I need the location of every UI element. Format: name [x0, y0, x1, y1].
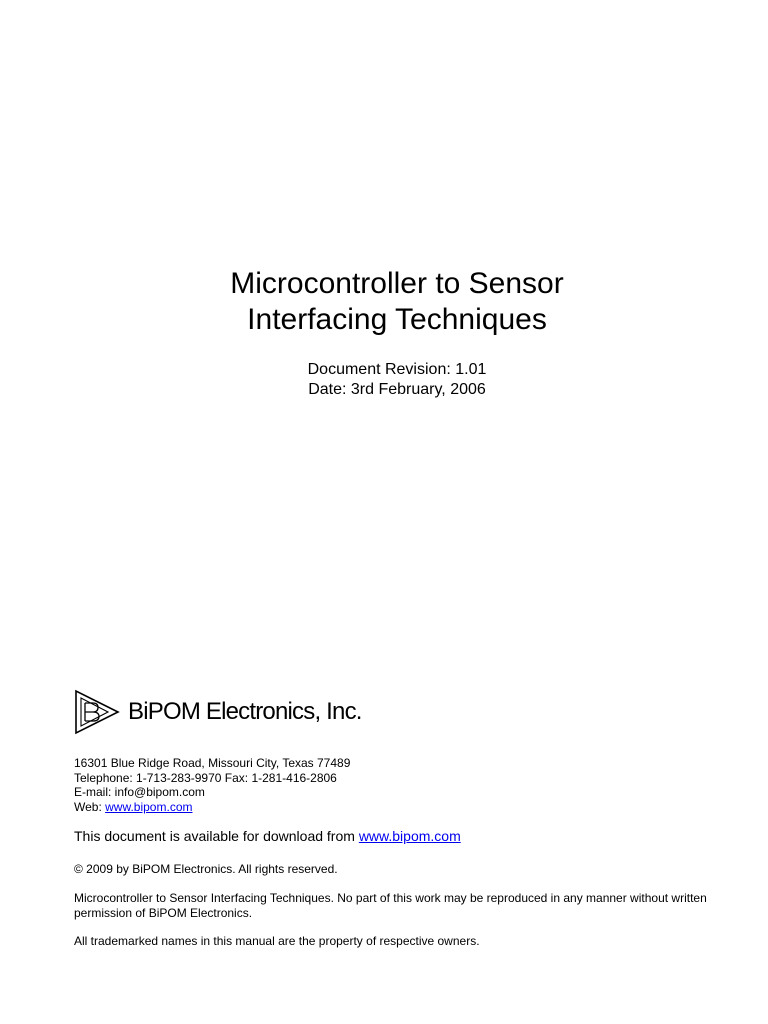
bipom-logo-icon [74, 689, 120, 735]
reproduction-notice: Microcontroller to Sensor Interfacing Techniques. No part of this work may be reproduced in any manner without written permission of BiPOM Electronics. [74, 891, 707, 920]
company-name: BiPOM Electronics, Inc. [128, 698, 362, 725]
company-logo-row [74, 688, 362, 736]
download-text: This document is available for download from [74, 828, 359, 844]
title-line-1: Microcontroller to Sensor [230, 267, 564, 300]
document-date: Date: 3rd February, 2006 [308, 381, 486, 398]
document-title [0, 266, 768, 338]
title-line-2: Interfacing Techniques [247, 303, 547, 336]
email-line: E-mail: info@bipom.com [74, 785, 205, 799]
download-link[interactable]: www.bipom.com [358, 828, 461, 844]
web-line [74, 800, 350, 815]
document-revision: Document Revision: 1.01 [307, 361, 487, 378]
document-meta [0, 360, 768, 400]
contact-info [74, 756, 350, 814]
address-line: 16301 Blue Ridge Road, Missouri City, Texas 77489 [74, 756, 351, 770]
copyright-text: © 2009 by BiPOM Electronics. All rights reserved. [74, 862, 338, 876]
download-notice [74, 828, 461, 845]
web-label: Web: [74, 799, 106, 814]
phone-line: Telephone: 1-713-283-9970 Fax: 1-281-416-2806 [74, 770, 337, 785]
trademark-notice: All trademarked names in this manual are the property of respective owners. [74, 934, 480, 948]
web-link[interactable]: www.bipom.com [105, 799, 193, 814]
